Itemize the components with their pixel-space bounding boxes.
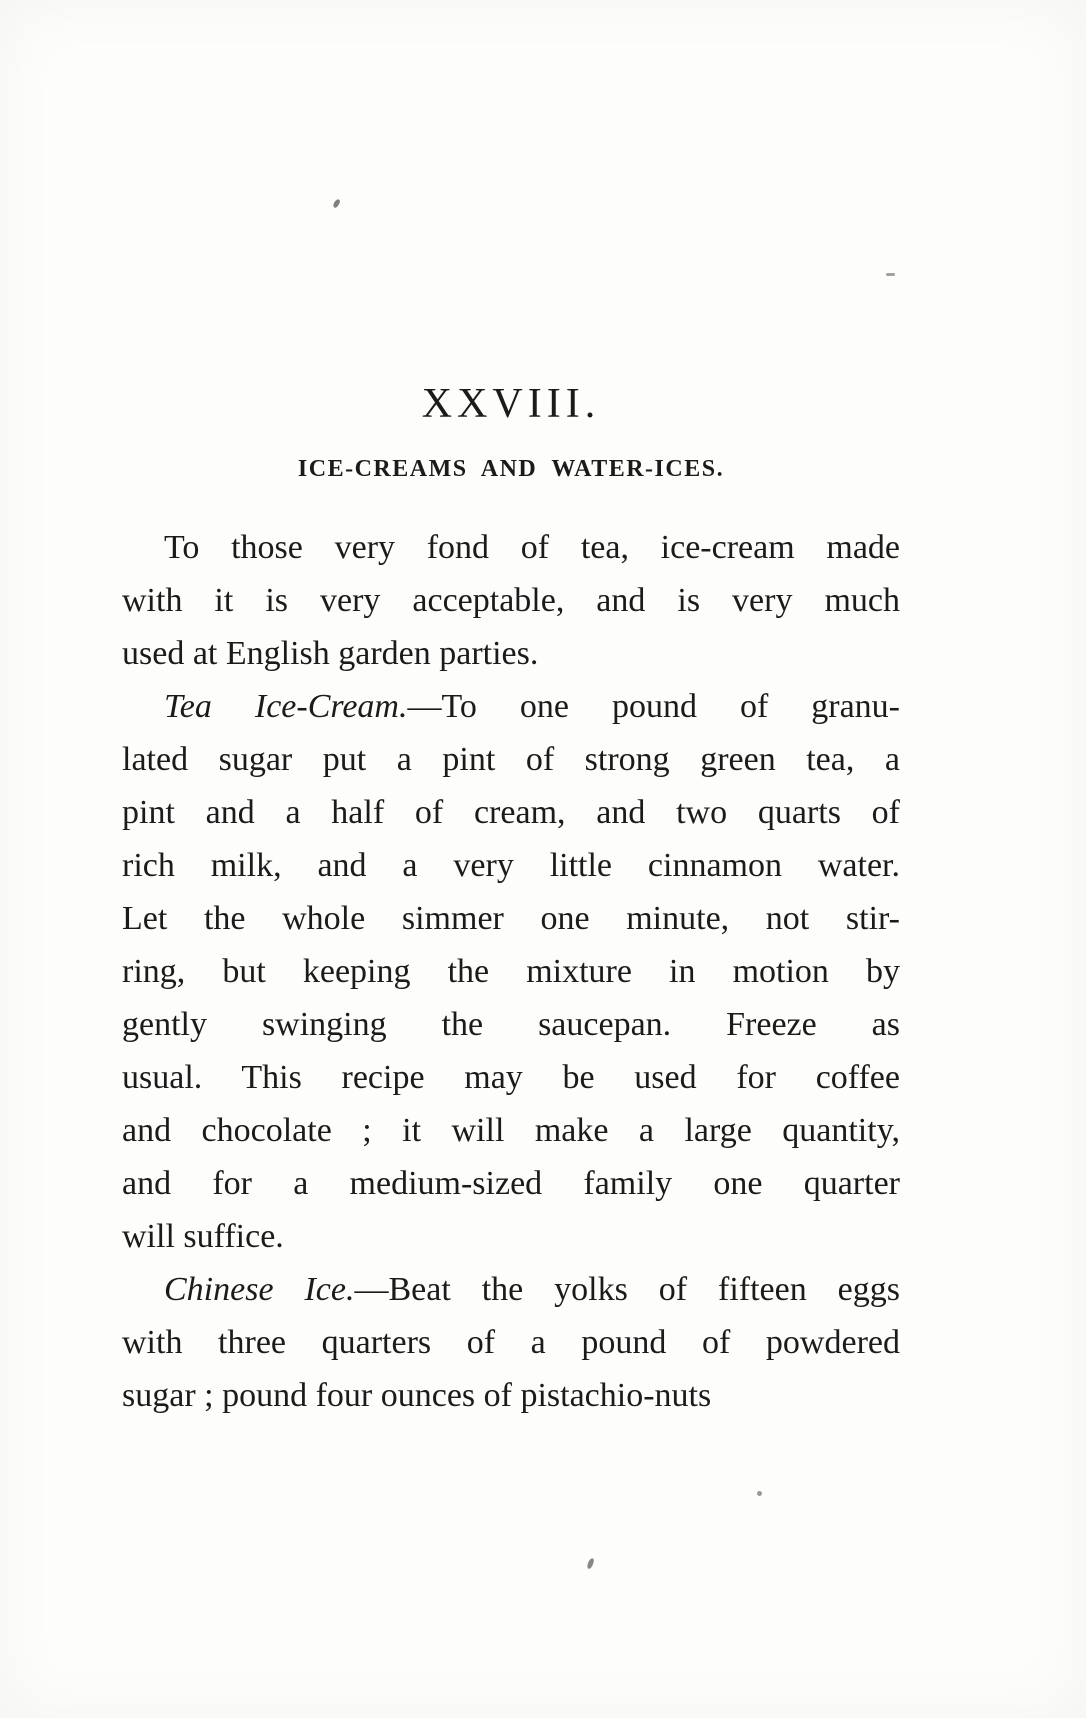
text-line: will suffice. xyxy=(122,1218,284,1255)
text-line: and for a medium-sized family one quarter xyxy=(122,1165,900,1202)
text-line: Let the whole simmer one minute, not stir- xyxy=(122,900,900,937)
text-run: —To one pound of granu- xyxy=(407,688,901,725)
text-line xyxy=(122,1263,900,1316)
chapter-number: XXVIII. xyxy=(421,381,601,427)
text-line: ring, but keeping the mixture in motion by xyxy=(122,953,900,990)
text-run: —Beat the yolks of fifteen eggs xyxy=(354,1271,900,1308)
text-line: pint and a half of cream, and two quarts of xyxy=(122,794,900,831)
text-line: usual. This recipe may be used for coffee xyxy=(122,1059,900,1096)
recipe-name-italic: Chinese Ice. xyxy=(164,1271,355,1308)
text-line: To those very fond of tea, ice-cream made xyxy=(164,529,900,566)
chapter-title: ICE-CREAMS AND WATER-ICES. xyxy=(297,456,725,482)
text-line: used at English garden parties. xyxy=(122,635,539,672)
recipe-name-italic: Tea Ice-Cream. xyxy=(164,688,408,725)
text-line: rich milk, and a very little cinnamon water. xyxy=(122,847,900,884)
text-line: gently swinging the saucepan. Freeze as xyxy=(122,1006,900,1043)
paragraph-tea-ice-cream xyxy=(122,680,900,1263)
text-line: sugar ; pound four ounces of pistachio-nuts xyxy=(122,1377,712,1414)
scan-speck xyxy=(586,1557,594,1569)
text-line: with it is very acceptable, and is very much xyxy=(122,582,900,619)
text-line: with three quarters of a pound of powdered xyxy=(122,1324,900,1361)
text-block xyxy=(122,0,900,1422)
text-line xyxy=(122,680,900,733)
text-line: and chocolate ; it will make a large quantity, xyxy=(122,1112,900,1149)
body-text xyxy=(122,521,900,1422)
scan-speck xyxy=(757,1491,762,1496)
text-line: lated sugar put a pint of strong green tea, a xyxy=(122,741,900,778)
paragraph-chinese-ice xyxy=(122,1263,900,1422)
paragraph-intro xyxy=(122,521,900,680)
